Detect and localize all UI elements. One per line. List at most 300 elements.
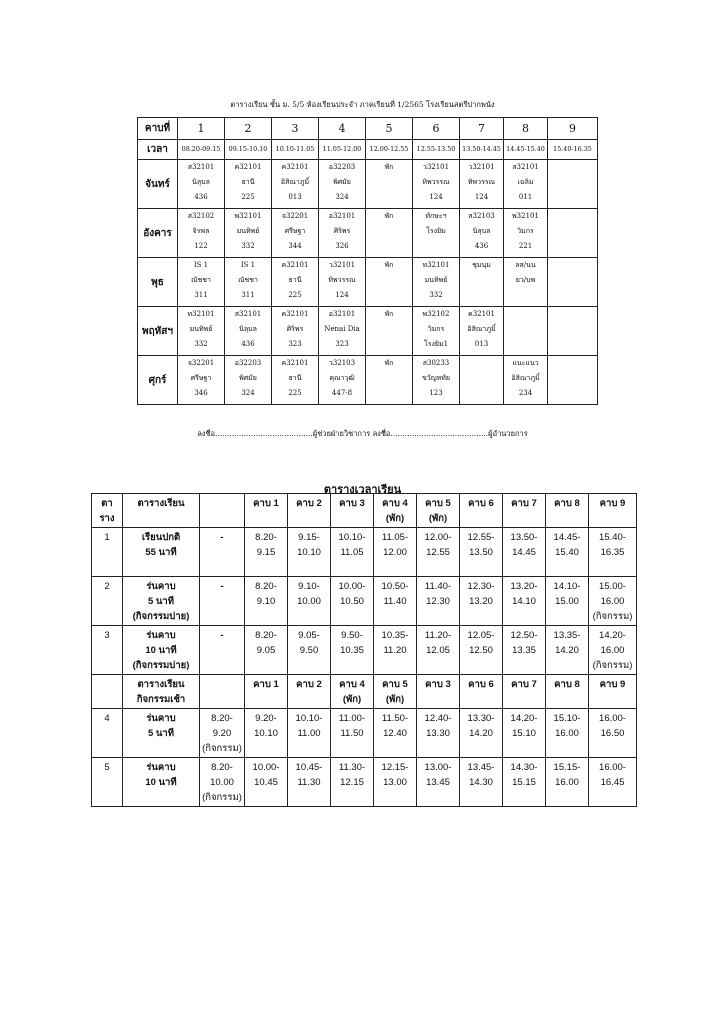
timetable-time bbox=[374, 577, 417, 626]
cell-line: 12.15- bbox=[381, 762, 409, 773]
class-cell bbox=[504, 258, 548, 307]
timetable-time bbox=[245, 626, 288, 675]
timetable-time bbox=[417, 577, 460, 626]
cell-line: 9.20- bbox=[255, 713, 277, 724]
cell-line: ส32101 bbox=[234, 310, 262, 318]
day-name bbox=[138, 258, 178, 307]
cell-line: IS 1 bbox=[193, 261, 209, 269]
cell-line: (กิจกรรม) bbox=[592, 660, 633, 671]
timetable-no bbox=[92, 626, 123, 675]
class-cell bbox=[272, 258, 319, 307]
cell-line: พัก bbox=[384, 310, 394, 318]
cell-line: พัก bbox=[384, 163, 394, 171]
cell-line: 11.05-12.00 bbox=[322, 145, 362, 153]
cell-line: 15.00- bbox=[599, 581, 626, 592]
cell-line: อ32203 bbox=[328, 163, 356, 171]
cell-line: พ32102 bbox=[422, 310, 450, 318]
cell-line: 14.30 bbox=[469, 777, 493, 788]
cell-line: คาบ 4 bbox=[382, 498, 408, 509]
period-time bbox=[366, 140, 413, 160]
period-time bbox=[319, 140, 366, 160]
cell-line: 10.50- bbox=[381, 581, 409, 592]
timetable-period-header bbox=[245, 494, 288, 528]
class-cell bbox=[319, 356, 366, 405]
cell-line: ส32101 bbox=[187, 163, 215, 171]
cell-line: ธานี bbox=[241, 178, 255, 186]
cell-line: 10.10- bbox=[295, 713, 323, 724]
timetable-time bbox=[503, 626, 546, 675]
timetable-time bbox=[245, 528, 288, 577]
day-name bbox=[138, 356, 178, 405]
cell-line: คาบ 2 bbox=[296, 679, 322, 690]
timetable-period-header bbox=[503, 675, 546, 709]
period-number bbox=[548, 118, 598, 140]
cell-line: 12.50- bbox=[510, 630, 538, 641]
timetable-period-header bbox=[460, 675, 503, 709]
cell-line: ลส/นน bbox=[515, 261, 536, 269]
cell-line: 15.15- bbox=[553, 762, 581, 773]
cell-line: 12.30- bbox=[467, 581, 495, 592]
class-cell bbox=[366, 307, 413, 356]
class-cell bbox=[548, 209, 598, 258]
cell-line: 10.45 bbox=[254, 777, 278, 788]
class-cell bbox=[319, 160, 366, 209]
cell-line: 332 bbox=[429, 291, 443, 299]
cell-line: (กิจกรรมบ่าย) bbox=[132, 660, 190, 671]
cell-line: 14.45- bbox=[553, 532, 581, 543]
cell-line: 221 bbox=[518, 242, 533, 250]
timetable-time bbox=[331, 626, 374, 675]
cell-line: IS 1 bbox=[240, 261, 256, 269]
timetable-time bbox=[288, 758, 331, 807]
cell-line: 10.50 bbox=[340, 596, 364, 607]
timetable-time bbox=[460, 758, 503, 807]
timetable-time bbox=[245, 709, 288, 758]
cell-line: 12.55- bbox=[467, 532, 495, 543]
class-cell bbox=[225, 258, 272, 307]
cell-line: 13.30- bbox=[467, 713, 495, 724]
cell-line: 6 bbox=[432, 122, 440, 135]
cell-line: 10.10 bbox=[297, 547, 321, 558]
time-row bbox=[138, 140, 598, 160]
cell-line: ค32101 bbox=[281, 261, 309, 269]
timetable-no bbox=[92, 758, 123, 807]
cell-line: 13.00 bbox=[383, 777, 407, 788]
cell-line: 9.50 bbox=[299, 645, 319, 656]
cell-line: 11.00- bbox=[338, 713, 366, 724]
timetable-time bbox=[331, 758, 374, 807]
cell-line: ศุกร์ bbox=[148, 374, 167, 386]
cell-line: (พัก) bbox=[428, 513, 448, 524]
cell-line: 1 bbox=[197, 122, 205, 135]
period-number bbox=[413, 118, 460, 140]
cell-line: 9.10 bbox=[256, 596, 276, 607]
timetable-time bbox=[503, 709, 546, 758]
timetable-no bbox=[92, 577, 123, 626]
cell-line: คาบ 6 bbox=[468, 679, 494, 690]
class-cell bbox=[548, 258, 598, 307]
cell-line: 55 นาที bbox=[145, 547, 177, 558]
cell-line: 344 bbox=[288, 242, 302, 250]
cell-line: มนทิพย์ bbox=[424, 276, 448, 284]
cell-line: ณัชชา bbox=[191, 276, 211, 284]
class-cell bbox=[504, 209, 548, 258]
cell-line: 14.20- bbox=[510, 713, 538, 724]
cell-line: 332 bbox=[241, 242, 255, 250]
class-cell bbox=[413, 258, 460, 307]
timetable-time bbox=[288, 577, 331, 626]
timetable-row bbox=[92, 577, 637, 626]
cell-line: คาบ 1 bbox=[253, 498, 279, 509]
cell-line: 16.45 bbox=[600, 777, 625, 788]
cell-line: 011 bbox=[518, 193, 533, 201]
cell-line: ยว/บพ bbox=[515, 276, 536, 284]
cell-line: จ32201 bbox=[281, 212, 309, 220]
cell-line: 5 นาที bbox=[147, 596, 174, 607]
class-cell bbox=[178, 160, 225, 209]
timetable-time bbox=[589, 577, 637, 626]
class-cell bbox=[319, 258, 366, 307]
timetable-time bbox=[331, 577, 374, 626]
cell-line: ทักษะฯ bbox=[425, 212, 447, 220]
cell-line: 11.00 bbox=[297, 728, 321, 739]
cell-line: (กิจกรรม) bbox=[592, 611, 633, 622]
cell-line: ร่นคาบ bbox=[146, 713, 176, 724]
cell-line: 225 bbox=[241, 193, 255, 201]
cell-line: 3 bbox=[291, 122, 299, 135]
cell-line: อิสิณาภูมิ์ bbox=[280, 178, 310, 186]
cell-line: นิลุบล bbox=[472, 227, 491, 235]
timetable-period-header bbox=[245, 675, 288, 709]
timetable-time bbox=[288, 626, 331, 675]
cell-line: ตารางเรียน bbox=[137, 498, 185, 509]
cell-line: 3 bbox=[104, 630, 110, 641]
cell-line: ท32101 bbox=[187, 310, 215, 318]
cell-line: 16.00 bbox=[555, 777, 579, 788]
cell-line: 14.20 bbox=[555, 645, 579, 656]
class-cell bbox=[225, 209, 272, 258]
timetable-time bbox=[245, 577, 288, 626]
cell-line: 12.00- bbox=[424, 532, 452, 543]
timetable-extra bbox=[200, 709, 245, 758]
timetable-time bbox=[546, 528, 589, 577]
cell-line: คาบ 9 bbox=[599, 498, 626, 509]
cell-line: ศรีษฐา bbox=[190, 374, 212, 382]
cell-line: 16.00 bbox=[555, 728, 579, 739]
cell-line: (กิจกรรม) bbox=[202, 792, 242, 803]
timetable-period-header bbox=[460, 494, 503, 528]
cell-line: มนทิพย์ bbox=[189, 325, 213, 333]
cell-line: 11.50- bbox=[381, 713, 409, 724]
timetable-time bbox=[417, 528, 460, 577]
cell-line: 8.20- bbox=[255, 532, 277, 543]
cell-line: คาบ 5 bbox=[382, 679, 408, 690]
cell-line: 346 bbox=[194, 389, 208, 397]
cell-line: 14.20 bbox=[469, 728, 493, 739]
period-number bbox=[504, 118, 548, 140]
cell-line: อิสิณาภูมิ์ bbox=[511, 374, 540, 382]
cell-line: 12.05- bbox=[467, 630, 495, 641]
cell-line: 16.35 bbox=[600, 547, 625, 558]
cell-line: Nenai Dia bbox=[324, 325, 360, 333]
cell-line: 10.00- bbox=[252, 762, 280, 773]
timetable-time bbox=[589, 709, 637, 758]
cell-line: ค32101 bbox=[281, 163, 309, 171]
class-cell bbox=[504, 160, 548, 209]
timetable-time bbox=[288, 528, 331, 577]
cell-line: 10.10 bbox=[254, 728, 278, 739]
timetable-extra bbox=[200, 758, 245, 807]
cell-line: 9.20 bbox=[212, 728, 232, 739]
class-schedule-title: ตารางเรียน ชั้น ม. 5/5 ห้องเรียนประจำ ภาคเรียนที่ 1/2565 โรงเรียนสตรีปากพนัง bbox=[230, 100, 495, 109]
cell-line: 326 bbox=[335, 242, 349, 250]
cell-line: 16.00- bbox=[599, 762, 626, 773]
timetable-time bbox=[460, 626, 503, 675]
cell-line: 12.40- bbox=[424, 713, 452, 724]
cell-line: 16.00 bbox=[600, 596, 625, 607]
cell-line: ว32101 bbox=[422, 163, 450, 171]
cell-line: 1 bbox=[104, 532, 110, 543]
class-cell bbox=[366, 356, 413, 405]
cell-line: ว32101 bbox=[468, 163, 495, 171]
class-cell bbox=[548, 160, 598, 209]
cell-line: 15.10 bbox=[512, 728, 536, 739]
cell-line: 9.15- bbox=[298, 532, 320, 543]
timetable-type bbox=[123, 758, 200, 807]
cell-line: คาบ 1 bbox=[253, 679, 279, 690]
timetable-period-header bbox=[589, 675, 637, 709]
cell-line: 4 bbox=[104, 713, 110, 724]
timetable-type-header bbox=[123, 675, 200, 709]
cell-line: วิมกร bbox=[427, 325, 445, 333]
cell-line: 14.45 bbox=[512, 547, 536, 558]
timetable-time bbox=[417, 626, 460, 675]
cell-line: 013 bbox=[288, 193, 302, 201]
period-number bbox=[460, 118, 504, 140]
cell-line: ธานี bbox=[288, 374, 302, 382]
cell-line: ราง bbox=[99, 513, 115, 524]
timetable-period-header bbox=[288, 494, 331, 528]
timetable-extra bbox=[200, 577, 245, 626]
cell-line: 8.20- bbox=[255, 630, 277, 641]
cell-line: 10.10- bbox=[338, 532, 366, 543]
cell-line: 12.00 bbox=[383, 547, 407, 558]
timetable-period-header bbox=[288, 675, 331, 709]
cell-line: 10 นาที bbox=[145, 645, 177, 656]
cell-line: คาบ 8 bbox=[554, 498, 580, 509]
cell-line: พ32101 bbox=[512, 212, 539, 220]
class-cell bbox=[460, 258, 504, 307]
cell-line: ว32103 bbox=[328, 359, 356, 367]
cell-line: ขวัญหทัย bbox=[421, 374, 450, 382]
cell-line: อ32203 bbox=[234, 359, 262, 367]
timetable-period-header bbox=[331, 675, 374, 709]
cell-line: ศรีษฐา bbox=[284, 227, 306, 235]
cell-line: 12.30 bbox=[426, 596, 450, 607]
timetable-time bbox=[460, 577, 503, 626]
cell-line: เรียนปกติ bbox=[141, 532, 181, 543]
cell-line: คาบ 2 bbox=[296, 498, 322, 509]
cell-line: คาบ 9 bbox=[599, 679, 626, 690]
cell-line: 13.30 bbox=[426, 728, 450, 739]
class-cell bbox=[413, 160, 460, 209]
cell-line: ทิพวรรณ bbox=[467, 178, 496, 186]
cell-line: 09.15-10.10 bbox=[228, 145, 268, 153]
timetable-time bbox=[546, 626, 589, 675]
period-time bbox=[178, 140, 225, 160]
timetable-time bbox=[589, 626, 637, 675]
day-row bbox=[138, 258, 598, 307]
cell-line: 332 bbox=[194, 340, 208, 348]
cell-line: ส32101 bbox=[512, 163, 539, 171]
cell-line: คาบ 7 bbox=[511, 679, 537, 690]
cell-line: ค32101 bbox=[234, 163, 262, 171]
cell-line: 225 bbox=[288, 389, 302, 397]
cell-line: 2 bbox=[104, 581, 110, 592]
cell-line: ชุมนุม bbox=[472, 261, 491, 269]
cell-line: 14.10 bbox=[512, 596, 536, 607]
cell-line: 11.50 bbox=[340, 728, 364, 739]
cell-line: 10.00 bbox=[210, 777, 234, 788]
cell-line: อ32101 bbox=[328, 212, 356, 220]
cell-line: (พัก) bbox=[342, 694, 362, 705]
cell-line: 11.40 bbox=[383, 596, 407, 607]
period-number bbox=[272, 118, 319, 140]
cell-line: พัก bbox=[384, 212, 394, 220]
cell-line: คาบ 3 bbox=[425, 679, 451, 690]
timetable-period-header bbox=[546, 675, 589, 709]
class-cell bbox=[460, 160, 504, 209]
timetable-extra bbox=[200, 626, 245, 675]
cell-line: 323 bbox=[335, 340, 349, 348]
cell-line: 10.45- bbox=[295, 762, 323, 773]
cell-line: วิมกร bbox=[517, 227, 534, 235]
timetable-type bbox=[123, 528, 200, 577]
timetable-period-header bbox=[374, 494, 417, 528]
class-cell bbox=[413, 307, 460, 356]
cell-line: ค32101 bbox=[281, 359, 309, 367]
cell-line: แนะแนว bbox=[512, 359, 539, 367]
class-schedule-table bbox=[137, 117, 598, 405]
cell-line: คุณาวุฒิ bbox=[329, 374, 355, 382]
timetable-no bbox=[92, 528, 123, 577]
cell-line: คาบที่ bbox=[144, 123, 171, 134]
cell-line: จ32201 bbox=[187, 359, 215, 367]
cell-line: 12.00-12.55 bbox=[369, 145, 409, 153]
cell-line: คาบ 5 bbox=[425, 498, 451, 509]
cell-line: 9.05 bbox=[256, 645, 276, 656]
cell-line: 13.45- bbox=[467, 762, 495, 773]
cell-line: 9 bbox=[569, 122, 576, 135]
cell-line: 15.10- bbox=[553, 713, 581, 724]
cell-line: อังคาร bbox=[143, 227, 172, 239]
time-label bbox=[138, 140, 178, 160]
cell-line: ส32102 bbox=[187, 212, 215, 220]
cell-line: (กิจกรรมบ่าย) bbox=[132, 611, 190, 622]
cell-line: ค32101 bbox=[281, 310, 309, 318]
cell-line: 11.05 bbox=[340, 547, 364, 558]
day-name bbox=[138, 307, 178, 356]
cell-line: มนทิพย์ bbox=[236, 227, 260, 235]
class-cell bbox=[272, 160, 319, 209]
cell-line: ธานี bbox=[288, 276, 302, 284]
timetable-period-header bbox=[546, 494, 589, 528]
day-row bbox=[138, 356, 598, 405]
timetable-time bbox=[589, 758, 637, 807]
cell-line: ตารางเรียน bbox=[137, 679, 185, 690]
cell-line: 10.00 bbox=[297, 596, 321, 607]
cell-line: ท32101 bbox=[422, 261, 450, 269]
timetable-period-header bbox=[589, 494, 637, 528]
class-cell bbox=[460, 307, 504, 356]
cell-line: 14.20- bbox=[599, 630, 626, 641]
cell-line: 12.55 bbox=[426, 547, 450, 558]
period-number bbox=[225, 118, 272, 140]
timetable-type bbox=[123, 709, 200, 758]
cell-line: ตา bbox=[101, 498, 113, 509]
cell-line: 14.30- bbox=[510, 762, 538, 773]
class-cell bbox=[225, 307, 272, 356]
cell-line: 12.15 bbox=[340, 777, 364, 788]
cell-line: 124 bbox=[474, 193, 489, 201]
cell-line: นิลุบล bbox=[192, 178, 210, 186]
cell-line: 16.00- bbox=[599, 713, 626, 724]
cell-line: พิศมัย bbox=[239, 374, 257, 382]
cell-line: นิลุบล bbox=[239, 325, 257, 333]
cell-line: 13.45 bbox=[426, 777, 450, 788]
period-time bbox=[272, 140, 319, 160]
cell-line: 11.20 bbox=[383, 645, 407, 656]
timetable-row bbox=[92, 528, 637, 577]
class-cell bbox=[319, 307, 366, 356]
cell-line: คาบ 8 bbox=[554, 679, 580, 690]
cell-line: 122 bbox=[194, 242, 208, 250]
timetable-title: ตารางเวลาเรียน bbox=[323, 484, 402, 496]
cell-line: จันทร์ bbox=[145, 178, 170, 190]
timetable-no bbox=[92, 709, 123, 758]
timetable-type-header bbox=[123, 494, 200, 528]
timetable-time bbox=[331, 528, 374, 577]
cell-line: 013 bbox=[474, 340, 489, 348]
class-cell bbox=[272, 209, 319, 258]
cell-line: 16.50 bbox=[600, 728, 625, 739]
timetable-time bbox=[245, 758, 288, 807]
cell-line: 13.00- bbox=[424, 762, 452, 773]
cell-line: คาบ 4 bbox=[339, 679, 365, 690]
cell-line: 311 bbox=[194, 291, 208, 299]
class-cell bbox=[178, 356, 225, 405]
class-cell bbox=[272, 356, 319, 405]
day-row bbox=[138, 160, 598, 209]
cell-line: (พัก) bbox=[385, 694, 405, 705]
timetable-row bbox=[92, 758, 637, 807]
class-cell bbox=[178, 209, 225, 258]
cell-line: 13.50- bbox=[510, 532, 538, 543]
cell-line: พิศมัย bbox=[333, 178, 351, 186]
cell-line: 5 bbox=[385, 122, 393, 135]
cell-line: ร่นคาบ bbox=[146, 762, 176, 773]
cell-line: ค32101 bbox=[468, 310, 495, 318]
cell-line: ส30233 bbox=[422, 359, 450, 367]
timetable-no-header bbox=[92, 494, 123, 528]
class-cell bbox=[366, 258, 413, 307]
timetable-period-header bbox=[374, 675, 417, 709]
cell-line: พฤหัสฯ bbox=[142, 325, 173, 337]
class-cell bbox=[366, 160, 413, 209]
cell-line: (พัก) bbox=[385, 513, 405, 524]
class-cell bbox=[413, 356, 460, 405]
cell-line: อ32101 bbox=[328, 310, 356, 318]
